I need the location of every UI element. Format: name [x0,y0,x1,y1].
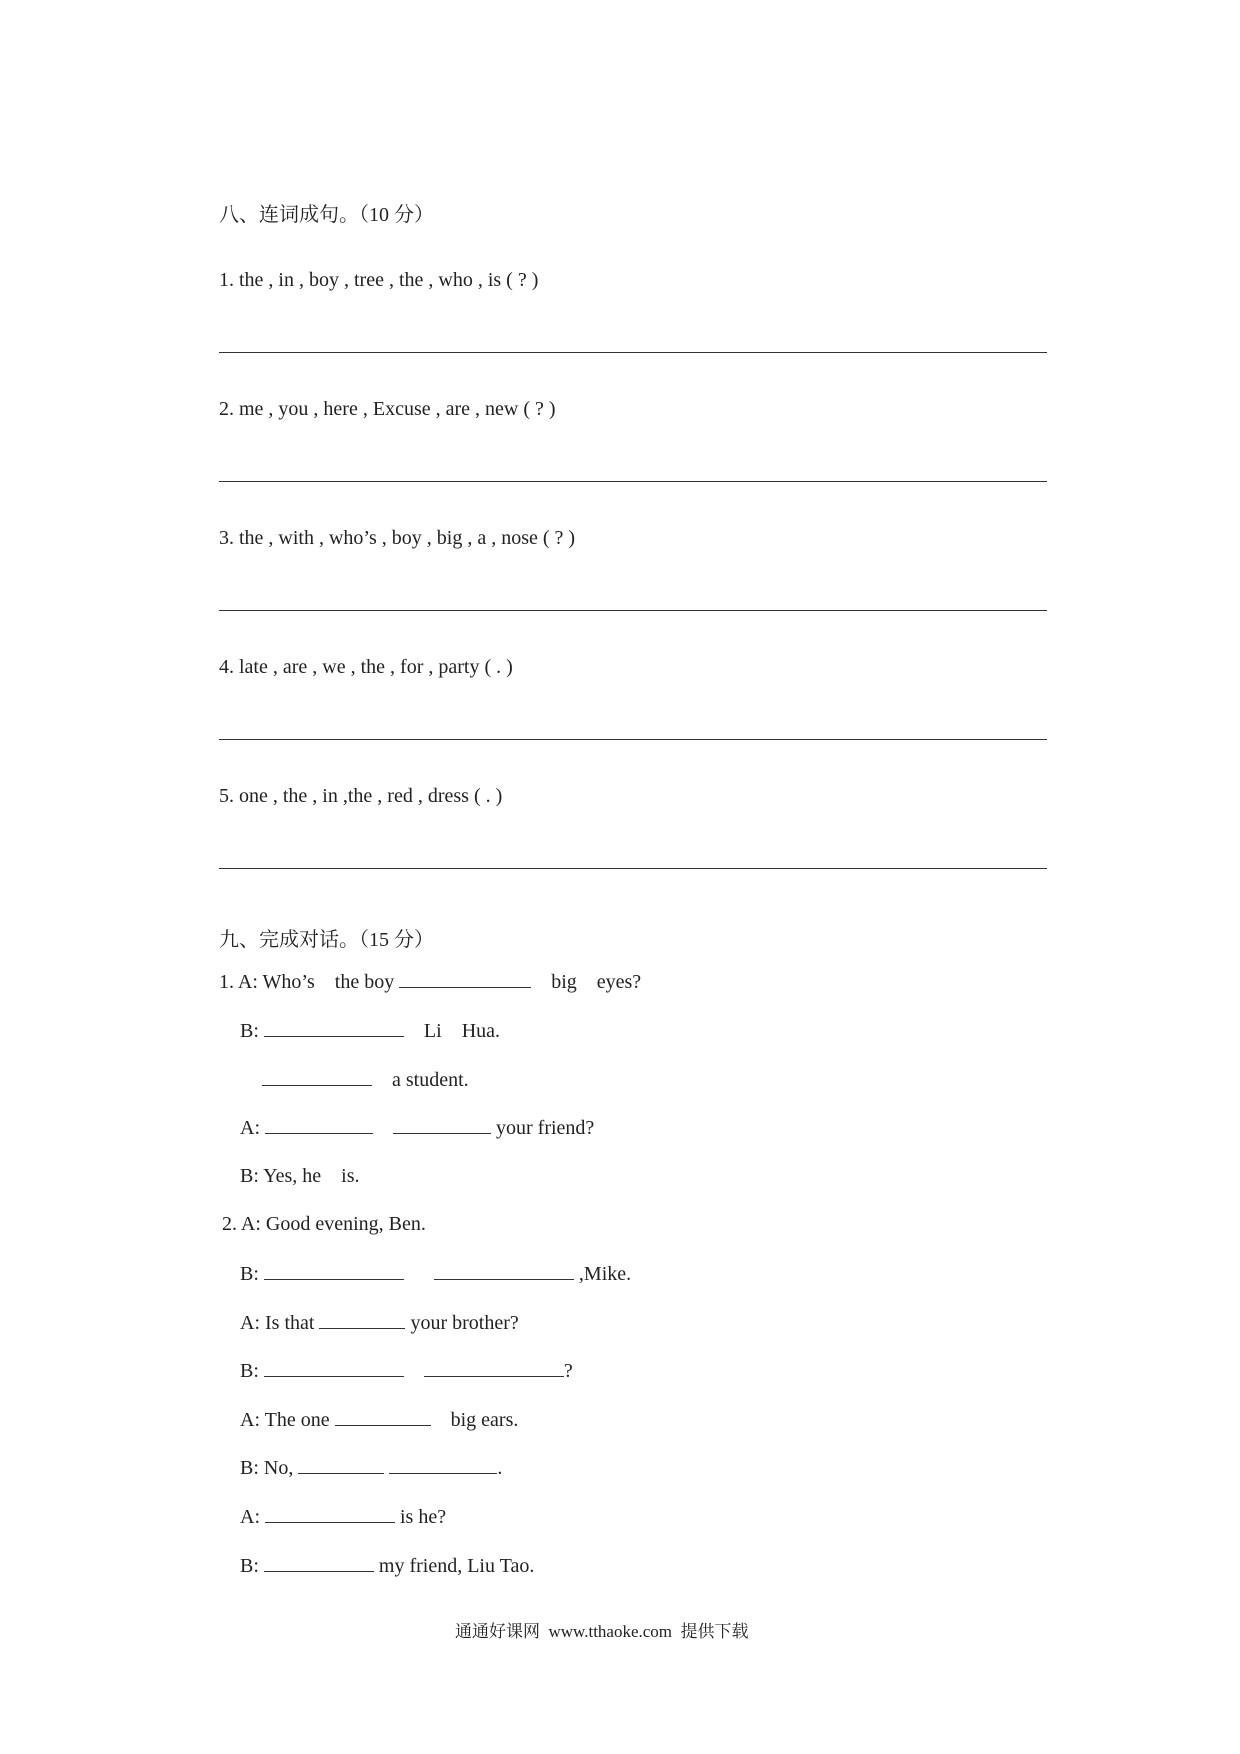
d1-b1-w1: Li [423,1020,442,1042]
answer-line-2[interactable] [219,481,1047,482]
d2-a2-prefix: A: Is that [240,1312,315,1334]
d2-b1-blank-2[interactable] [434,1261,574,1280]
question-2: 2. me , you , here , Excuse , are , new ( ? ) [219,398,556,420]
dialogue-2-b1 [240,1261,631,1286]
d1-b1-blank[interactable] [264,1018,404,1037]
footer-url: www.tthaoke.com [548,1622,673,1641]
d2-b3-prefix: B: No, [240,1457,294,1479]
d2-a3-blank[interactable] [335,1407,431,1426]
d2-a4-blank[interactable] [265,1504,395,1523]
answer-line-3[interactable] [219,610,1047,611]
dialogue-2-b3 [240,1455,502,1480]
dialogue-1-b3 [240,1164,359,1188]
d2-b2-suffix: ? [563,1360,573,1382]
d1-b3-w: is. [341,1165,360,1187]
answer-line-5[interactable] [219,868,1047,869]
d2-a2-suffix: your brother? [410,1312,519,1334]
answer-line-4[interactable] [219,739,1047,740]
d1-a1-w2: eyes? [596,971,642,993]
section-8-title: 八、连词成句。（10 分） [219,204,434,226]
answer-line-1[interactable] [219,352,1047,353]
d2-b1-prefix: B: [240,1263,259,1285]
d1-b2-blank[interactable] [262,1067,372,1086]
question-1: 1. the , in , boy , tree , the , who , is ( ? ) [219,269,539,291]
d2-a4-suffix: is he? [400,1506,447,1528]
d2-a4-prefix: A: [240,1506,260,1528]
dialogue-1-a1 [219,969,641,994]
d2-a3-suffix: big ears. [450,1409,519,1431]
d1-b2-text: a student. [392,1069,469,1091]
dialogue-2-a1: 2. A: Good evening, Ben. [222,1213,426,1235]
d2-b2-blank-2[interactable] [424,1358,564,1377]
section-9-title: 九、完成对话。（15 分） [219,929,434,951]
footer-provide: 提供下载 [680,1622,749,1641]
d1-a1-prefix: 1. A: Who’s [219,971,315,993]
d1-a1-w1: big [551,971,577,993]
d1-a2-prefix: A: [240,1117,260,1139]
dialogue-2-b2 [240,1358,573,1383]
dialogue-1-b2 [262,1067,469,1092]
d1-a2-text: your friend? [496,1117,595,1139]
d1-b1-prefix: B: [240,1020,259,1042]
d1-a2-blank-2[interactable] [393,1115,491,1134]
dialogue-1-b1 [240,1018,500,1043]
d2-b3-blank-2[interactable] [389,1455,497,1474]
d2-b4-prefix: B: [240,1555,259,1577]
d2-b2-blank-1[interactable] [264,1358,404,1377]
page-footer [455,1621,749,1643]
d2-a2-blank[interactable] [319,1310,405,1329]
d2-b2-prefix: B: [240,1360,259,1382]
question-5: 5. one , the , in ,the , red , dress ( . ) [219,785,503,807]
dialogue-2-b4 [240,1553,534,1578]
d2-b4-suffix: my friend, Liu Tao. [378,1555,535,1577]
d2-a3-prefix: A: The one [240,1409,330,1431]
question-4: 4. late , are , we , the , for , party ( . ) [219,656,513,678]
d1-b3-text: B: Yes, he [240,1165,322,1187]
d1-a1-mid: the boy [334,971,395,993]
dialogue-2-a2 [240,1310,519,1335]
d2-b3-suffix: . [497,1457,503,1479]
d1-b1-w2: Hua. [461,1020,501,1042]
d2-b4-blank[interactable] [264,1553,374,1572]
d2-b1-blank-1[interactable] [264,1261,404,1280]
footer-site-name: 通通好课网 [455,1622,540,1641]
d2-b1-suffix: ,Mike. [578,1263,632,1285]
d1-a2-blank-1[interactable] [265,1115,373,1134]
dialogue-2-a4 [240,1504,446,1529]
d1-a1-blank[interactable] [399,969,531,988]
question-3: 3. the , with , who’s , boy , big , a , nose ( ? ) [219,527,576,549]
dialogue-1-a2 [240,1115,594,1140]
dialogue-2-a3 [240,1407,518,1432]
d2-b3-blank-1[interactable] [298,1455,384,1474]
